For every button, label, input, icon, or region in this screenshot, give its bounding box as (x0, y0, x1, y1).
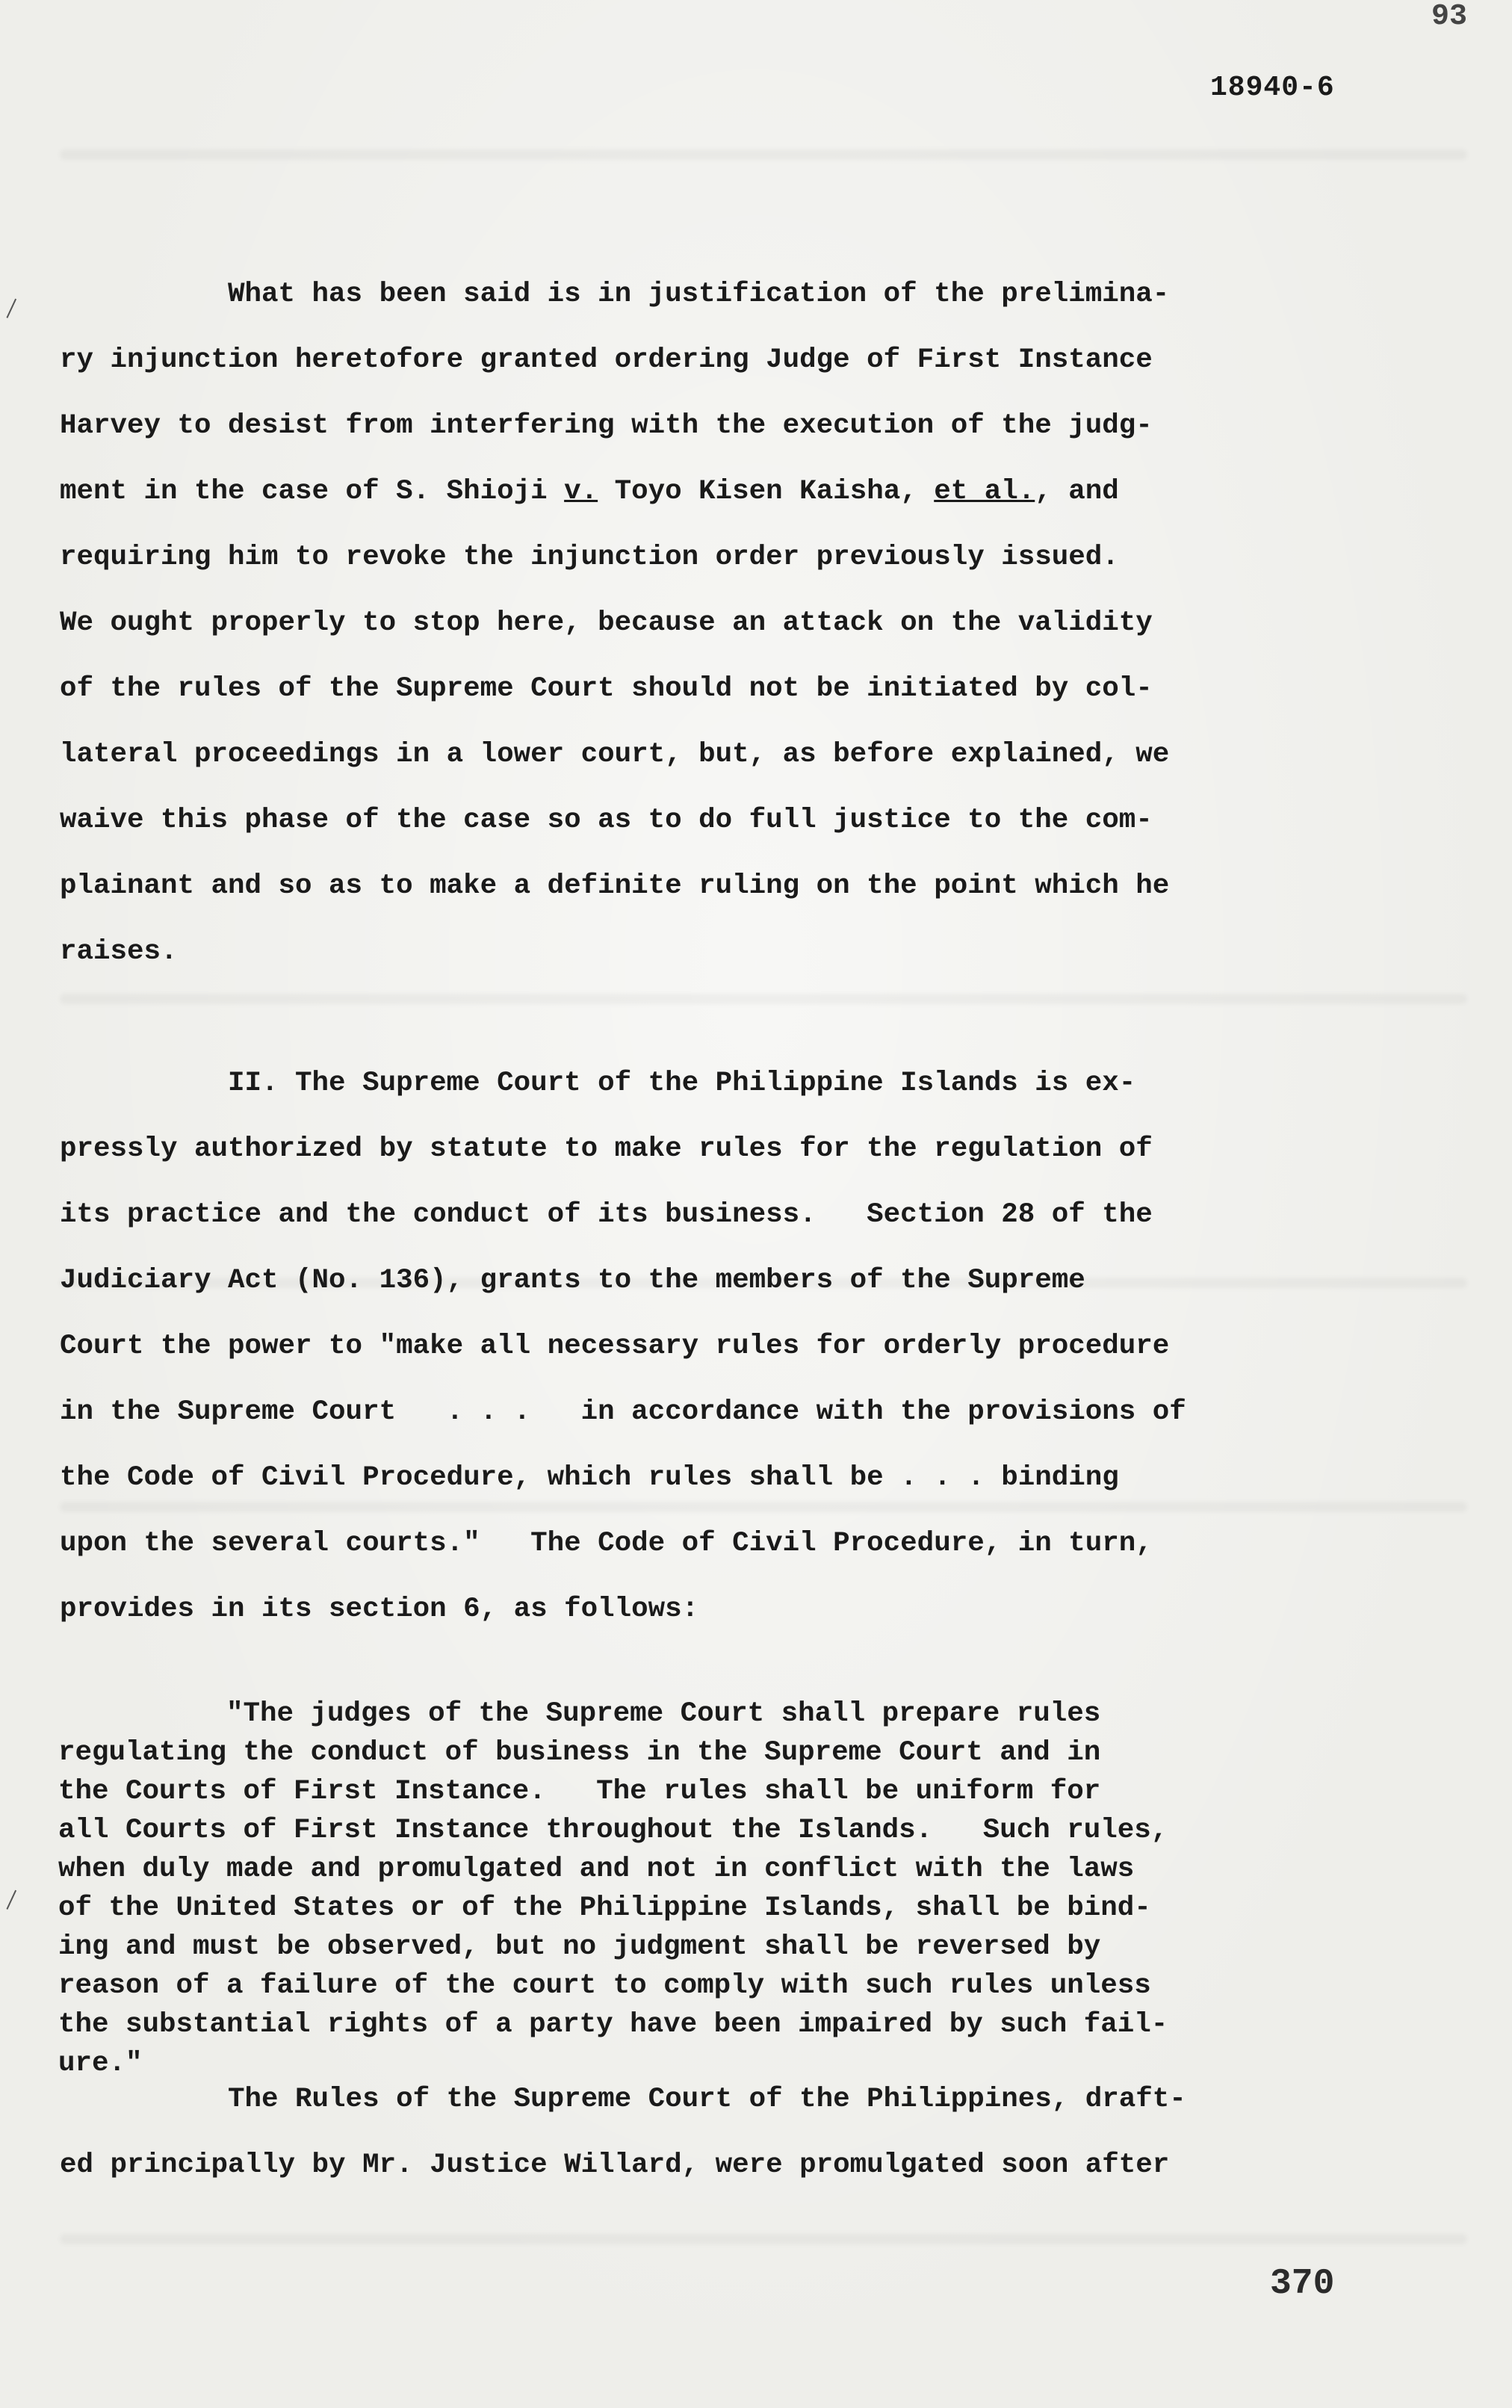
text-line: lateral proceedings in a lower court, but, as before explained, we (60, 739, 1170, 770)
document-number: 18940-6 (1210, 72, 1335, 104)
text-line: raises. (60, 936, 178, 968)
block-quote (58, 1694, 1455, 2083)
quote-line: the substantial rights of a party have been impaired by such fail- (58, 2009, 1168, 2040)
closing-paragraph (60, 2067, 1449, 2198)
text-line: II. The Supreme Court of the Philippine Islands is ex- (60, 1068, 1136, 1099)
margin-tick-mark (6, 1890, 20, 1912)
quote-line: of the United States or of the Philippine Islands, shall be bind- (58, 1892, 1151, 1924)
text-line: its practice and the conduct of its business. Section 28 of the (60, 1199, 1153, 1231)
quote-line: the Courts of First Instance. The rules shall be uniform for (58, 1776, 1101, 1807)
corner-page-mark: 93 (1431, 0, 1467, 34)
text-line: pressly authorized by statute to make rules for the regulation of (60, 1133, 1153, 1165)
text-line: We ought properly to stop here, because an attack on the validity (60, 607, 1153, 639)
quote-line: when duly made and promulgated and not in conflict with the laws (58, 1854, 1135, 1885)
bleed-through-text (60, 149, 1467, 160)
margin-tick-mark (6, 299, 20, 321)
quote-line: reason of a failure of the court to comply with such rules unless (58, 1970, 1151, 2002)
text-line: Court the power to "make all necessary rules for orderly procedure (60, 1331, 1170, 1362)
text-segment: , and (1035, 476, 1119, 507)
text-line: requiring him to revoke the injunction order previously issued. (60, 542, 1119, 573)
text-line (60, 459, 1449, 524)
underlined-v: v. (564, 476, 598, 507)
text-line: What has been said is in justification of the prelimina- (60, 279, 1170, 310)
text-line: ed principally by Mr. Justice Willard, were promulgated soon after (60, 2149, 1170, 2181)
page-number: 370 (1270, 2264, 1335, 2304)
text-line: Judiciary Act (No. 136), grants to the members of the Supreme (60, 1265, 1085, 1296)
body-text (60, 261, 1449, 1642)
text-line: ry injunction heretofore granted ordering Judge of First Instance (60, 344, 1153, 376)
quote-line: ure." (58, 2048, 143, 2079)
quote-line: all Courts of First Instance throughout the Islands. Such rules, (58, 1815, 1168, 1846)
underlined-et-al: et al. (934, 476, 1035, 507)
text-line: the Code of Civil Procedure, which rules shall be . . . binding (60, 1462, 1119, 1494)
text-segment: Toyo Kisen Kaisha, (598, 476, 935, 507)
text-line: provides in its section 6, as follows: (60, 1594, 699, 1625)
text-line: in the Supreme Court . . . in accordance with the provisions of (60, 1396, 1186, 1428)
quote-line: regulating the conduct of business in the Supreme Court and in (58, 1737, 1101, 1768)
blank-line (60, 985, 1449, 1050)
text-line: waive this phase of the case so as to do full justice to the com- (60, 805, 1153, 836)
text-line: Harvey to desist from interfering with the execution of the judg- (60, 410, 1153, 442)
text-segment: ment in the case of S. Shioji (60, 476, 565, 507)
text-line: of the rules of the Supreme Court should not be initiated by col- (60, 673, 1153, 705)
quote-line: ing and must be observed, but no judgment shall be reversed by (58, 1931, 1101, 1963)
text-line: upon the several courts." The Code of Civil Procedure, in turn, (60, 1528, 1153, 1559)
text-line: The Rules of the Supreme Court of the Philippines, draft- (60, 2084, 1186, 2115)
text-line: plainant and so as to make a definite ruling on the point which he (60, 870, 1170, 902)
quote-line: "The judges of the Supreme Court shall prepare rules (58, 1698, 1101, 1730)
bleed-through-text (60, 2234, 1467, 2244)
